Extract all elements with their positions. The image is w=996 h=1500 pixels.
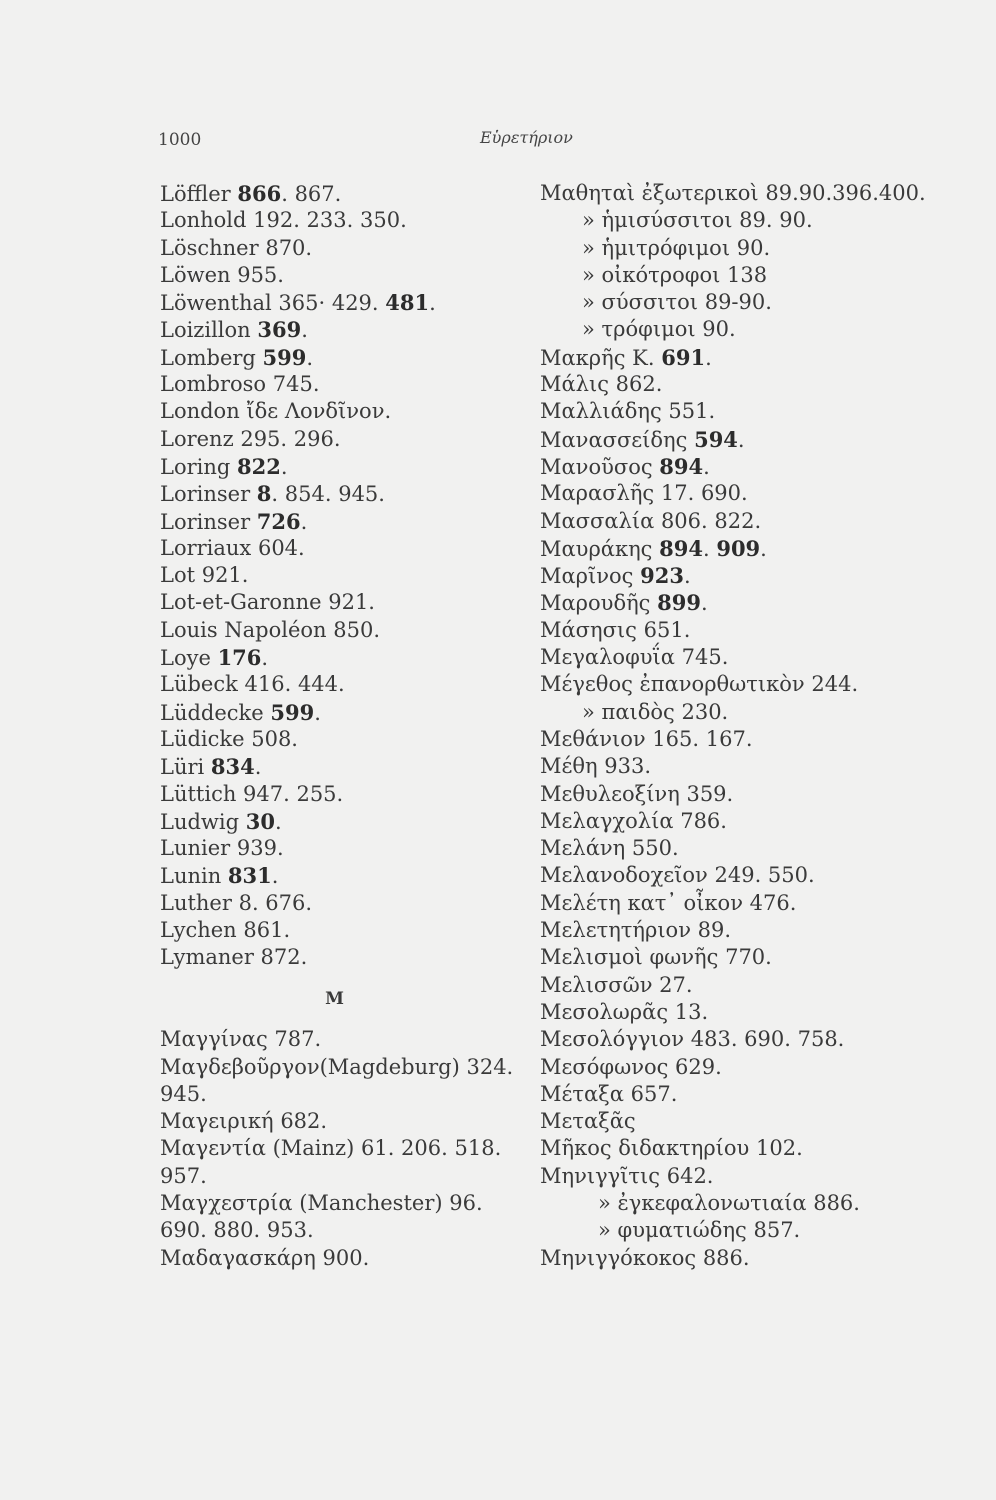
page-ref: 947. 255. (243, 781, 344, 806)
index-term: London (160, 399, 247, 424)
page-ref-main: 909 (716, 535, 761, 561)
page-ref: . (683, 564, 691, 589)
page-ref: 365· 429. (278, 291, 386, 316)
index-entry (160, 289, 530, 316)
index-term: Μαρασλῆς (540, 481, 661, 506)
page-ref: 690. 880. 953. (160, 1218, 314, 1243)
index-term: Μελισμοὶ φωνῆς (540, 945, 726, 970)
page-ref-main: 899 (657, 590, 701, 616)
index-entry (160, 917, 530, 944)
page-ref-main: 894 (659, 535, 703, 561)
index-entry (160, 180, 530, 207)
index-entry (540, 235, 960, 262)
index-term: Μαγγίνας (160, 1027, 275, 1052)
page-number: 1000 (158, 130, 202, 150)
index-term: Lüttich (160, 781, 244, 806)
index-term: Μεσολόγγιον (540, 1027, 691, 1052)
page-ref: . (314, 700, 321, 725)
page-ref: . (700, 591, 708, 616)
index-term: Μελαγχολία (540, 808, 681, 833)
page-ref-main: 594 (694, 426, 738, 452)
index-term: Lüdicke (160, 726, 252, 751)
index-term: Μέταξα (540, 1081, 631, 1106)
index-term: Lorinser (160, 509, 257, 534)
index-term: Μαλλιάδης (540, 399, 669, 424)
page-ref: 508. (251, 726, 298, 751)
index-entry (540, 890, 960, 917)
index-entry (160, 699, 530, 726)
page-ref: 682. (280, 1109, 328, 1134)
page-ref: 27. (659, 972, 693, 997)
index-entry (160, 371, 530, 398)
page-ref-main: 866 (237, 181, 282, 206)
page-ref: 786. (680, 808, 727, 833)
page-ref-main: 599 (270, 699, 315, 725)
index-entry (160, 480, 530, 507)
index-entry (160, 508, 530, 535)
page-ref: 89. 90. (739, 208, 813, 233)
index-term: Lomberg (160, 345, 263, 370)
page-ref: 89. (697, 918, 732, 943)
index-term: Ludwig (160, 809, 246, 834)
page-ref: 96. (449, 1190, 483, 1215)
page-ref-main: 8 (256, 481, 272, 507)
page-ref: 939. (236, 836, 284, 861)
index-entry (540, 316, 960, 343)
index-entry (160, 235, 530, 262)
index-entry (160, 589, 530, 616)
page-ref: 872. (260, 945, 308, 970)
index-term: Loizillon (160, 318, 258, 343)
section-letter-heading: M (325, 988, 345, 1009)
index-term: Μῆκος διδακτηρίου (540, 1136, 756, 1161)
index-term: Μαυράκης (540, 536, 660, 561)
index-term: Μεθάνιον (540, 726, 653, 751)
page-ref: . (306, 345, 314, 370)
page-ref: 921. (201, 563, 249, 588)
page-ref: 550. (631, 836, 679, 861)
page-ref-main: 894 (659, 453, 704, 479)
page-ref: 870. (265, 235, 313, 260)
index-term: Lorriaux (160, 535, 258, 560)
index-term: Lot (160, 563, 202, 588)
page-ref: 886. (813, 1190, 860, 1215)
index-term: » ἐγκεφαλονωτιαία (598, 1190, 814, 1215)
page-ref: 17. 690. (660, 481, 748, 506)
index-term: Μάλις (540, 372, 616, 397)
index-entry (160, 890, 530, 917)
index-term: Μεσόφωνος (540, 1054, 676, 1079)
index-term: Lot-et-Garonne (160, 590, 329, 615)
page-ref: . (274, 809, 282, 834)
page-ref: 102. (755, 1136, 803, 1161)
index-term: » τρόφιμοι (582, 317, 703, 342)
index-entry (540, 1217, 960, 1244)
index-term: Lübeck (160, 672, 245, 697)
index-entry (160, 644, 530, 671)
index-entry (540, 1245, 960, 1272)
index-entry (540, 781, 960, 808)
index-entry (540, 999, 960, 1026)
index-term: Löschner (160, 235, 266, 260)
index-entry (160, 726, 530, 753)
page-ref: . (254, 755, 262, 780)
page-ref: 642. (666, 1163, 714, 1188)
index-term: Lunin (160, 864, 228, 889)
page-ref-main: 691 (661, 344, 706, 370)
index-entry (540, 1163, 960, 1190)
index-entry (540, 398, 960, 425)
page-ref: 933. (604, 754, 652, 779)
page-ref: ἴδε Λονδῖνον. (246, 399, 392, 424)
left-index-column (160, 180, 530, 1272)
page-ref: . (280, 454, 288, 479)
page-ref: 770. (725, 945, 772, 970)
index-entry (160, 617, 530, 644)
page-ref: 249. 550. (714, 863, 815, 888)
page-ref: 483. 690. 758. (690, 1027, 845, 1052)
index-term: Μελισσῶν (540, 972, 660, 997)
index-entry (540, 426, 960, 453)
index-entry (160, 262, 530, 289)
page-ref: 955. (237, 262, 284, 287)
page-ref: . 867. (281, 182, 342, 206)
index-term: Μάσησις (540, 617, 644, 642)
page-ref: 604. (257, 535, 305, 560)
index-entry (540, 371, 960, 398)
index-term: Μηνιγγῖτις (540, 1163, 667, 1188)
index-term: Μηνιγγόκοκος (540, 1245, 703, 1270)
page-ref: 862. (615, 372, 663, 397)
index-entry (160, 535, 530, 562)
index-term: Lorenz (160, 426, 241, 451)
page-ref: 90. (736, 235, 771, 260)
page-ref: 138 (727, 262, 768, 287)
page-ref: 857. (753, 1218, 801, 1243)
page-ref: 230. (681, 699, 729, 724)
page-ref: 651. (643, 617, 691, 642)
index-term: Luther (160, 890, 239, 915)
index-entry (540, 480, 960, 507)
index-entry (540, 671, 960, 698)
index-term: Μακρῆς Κ. (540, 345, 662, 370)
page-ref: 629. (675, 1054, 722, 1079)
page-ref: 324. (466, 1054, 514, 1079)
index-entry (160, 1108, 530, 1135)
index-entry (160, 862, 530, 889)
index-term: Μελετητήριον (540, 918, 698, 943)
page-ref: 90. (702, 317, 736, 342)
index-term: Μαρουδῆς (540, 591, 658, 616)
page-ref: . (737, 427, 745, 452)
index-entry (540, 699, 960, 726)
index-term: Μαγειρική (160, 1109, 281, 1134)
index-entry (160, 453, 530, 480)
page-ref-main: 831 (227, 863, 272, 889)
page-ref: 551. (668, 399, 716, 424)
page-ref: . 854. 945. (271, 482, 385, 507)
index-entry (540, 917, 960, 944)
index-term: Lunier (160, 836, 237, 861)
page-ref: 787. (274, 1027, 322, 1052)
index-entry (160, 944, 530, 971)
page-ref: . (300, 509, 308, 534)
page-ref: 745. (272, 372, 320, 397)
index-entry (540, 1190, 960, 1217)
index-entry (160, 835, 530, 862)
page-ref: 295. 296. (240, 426, 341, 451)
index-term: Μελανοδοχεῖον (540, 863, 715, 888)
index-entry (540, 835, 960, 862)
index-term: Μελάνη (540, 836, 632, 861)
page-ref: . (705, 345, 712, 370)
index-entry (540, 808, 960, 835)
index-entry (540, 726, 960, 753)
index-term: » φυματιώδης (598, 1218, 754, 1243)
index-term: Μεγαλοφυΐα (540, 645, 682, 670)
index-entry (540, 344, 960, 371)
index-entry (160, 671, 530, 698)
page-ref: 806. 822. (660, 508, 762, 533)
index-entry (540, 944, 960, 971)
index-term: Μαρῖνος (540, 564, 641, 589)
index-term: Lorinser (160, 482, 257, 507)
index-entry (160, 1054, 530, 1081)
index-entry (160, 1190, 530, 1217)
page-ref: 244. (811, 672, 859, 697)
index-entry (540, 1081, 960, 1108)
index-entry (160, 753, 530, 780)
index-term: Lychen (160, 918, 244, 943)
index-entry (160, 1135, 530, 1162)
page-ref: 476. (749, 890, 797, 915)
index-entry (160, 344, 530, 371)
page-ref: . (760, 536, 767, 561)
index-term: Louis Napoléon (160, 617, 334, 642)
page-ref: 921. (328, 590, 375, 615)
page-ref: 416. 444. (244, 672, 345, 697)
index-entry (160, 1026, 530, 1053)
index-entry (160, 426, 530, 453)
index-entry (540, 589, 960, 616)
page-ref-main: 923 (640, 563, 684, 589)
page-ref: 957. (160, 1163, 207, 1188)
page-ref: 886. (702, 1245, 750, 1270)
page-ref: 8. 676. (238, 890, 313, 915)
index-term: Μαγχεστρία (Manchester) (160, 1190, 450, 1215)
page-ref: 359. (686, 781, 734, 806)
index-term: Löwenthal (160, 291, 279, 316)
index-term: Lymaner (160, 945, 261, 970)
index-entry (160, 781, 530, 808)
index-term: Μασσαλία (540, 508, 661, 533)
page-ref: 165. 167. (652, 726, 753, 751)
page-ref-main: 176 (217, 645, 262, 671)
index-entry (160, 562, 530, 589)
index-entry (540, 972, 960, 999)
page-ref: 745. (681, 645, 729, 670)
index-entry (540, 1135, 960, 1162)
index-term: Löffler (160, 182, 238, 206)
page-ref: 89-90. (704, 290, 772, 315)
index-entry (160, 808, 530, 835)
index-term: Μελέτη κατ᾽ οἶκον (540, 890, 750, 915)
index-entry (540, 617, 960, 644)
index-entry (540, 289, 960, 316)
index-term: » σύσσιτοι (582, 290, 705, 315)
index-entry (160, 1081, 530, 1108)
index-term: Μανασσείδης (540, 427, 695, 452)
index-term: Löwen (160, 262, 238, 287)
index-term: Lombroso (160, 372, 273, 397)
index-term: Lüri (160, 755, 211, 780)
index-entry (160, 398, 530, 425)
index-entry (160, 1245, 530, 1272)
index-term: Μαγεντία (Mainz) (160, 1136, 361, 1161)
page-ref: 900. (322, 1245, 370, 1270)
page-ref-main: 30 (245, 808, 275, 834)
index-term: Loring (160, 454, 237, 479)
index-term: Μανοῦσος (540, 454, 660, 479)
index-term: Μέθη (540, 754, 605, 779)
page-ref: . (702, 536, 717, 561)
page-ref: . (271, 864, 279, 889)
page-ref: 657. (630, 1081, 678, 1106)
index-entry (540, 1026, 960, 1053)
index-term: » ἡμιτρόφιμοι (582, 235, 737, 260)
page-ref: 192. 233. 350. (253, 208, 407, 233)
running-title: Εὑρετήριον (480, 128, 573, 147)
page-ref: 89.90.396.400. (765, 181, 926, 205)
index-entry (540, 1054, 960, 1081)
right-index-column (540, 180, 960, 1272)
page-ref: . (261, 646, 269, 671)
page-ref-main: 481 (385, 290, 430, 316)
index-term: Μεσολωρᾶς (540, 999, 675, 1024)
index-entry (160, 207, 530, 234)
index-term: Μεταξᾶς (540, 1109, 636, 1134)
index-entry (160, 1163, 530, 1190)
page-ref-main: 834 (210, 754, 255, 780)
index-entry (540, 1108, 960, 1135)
index-entry (540, 562, 960, 589)
index-term: Lonhold (160, 208, 254, 233)
index-term: Lüddecke (160, 700, 271, 725)
page-ref: 61. 206. 518. (360, 1136, 502, 1161)
index-term: Μέγεθος ἐπανορθωτικὸν (540, 672, 812, 697)
index-entry (540, 180, 960, 207)
index-entry (540, 262, 960, 289)
page-ref: 861. (243, 918, 291, 943)
page-ref: 13. (674, 999, 709, 1024)
page-ref: . (301, 318, 308, 343)
page-ref-main: 599 (262, 344, 307, 370)
index-entry (540, 644, 960, 671)
index-term: Loye (160, 646, 218, 671)
index-entry (540, 535, 960, 562)
index-entry (540, 862, 960, 889)
page-ref-main: 822 (237, 453, 281, 479)
page-ref: . (429, 291, 436, 316)
index-entry (160, 316, 530, 343)
index-term: » παιδὸς (582, 699, 682, 724)
page-ref: 850. (333, 617, 381, 642)
index-term: Μαθηταὶ ἐξωτερικοὶ (540, 181, 766, 205)
index-term: » ἡμισύσσιτοι (582, 208, 740, 233)
page-ref: 945. (160, 1081, 207, 1106)
index-entry (540, 207, 960, 234)
page-ref: . (703, 454, 710, 479)
index-term: Μεθυλεοξίνη (540, 781, 687, 806)
index-entry (160, 1217, 530, 1244)
index-entry (540, 453, 960, 480)
index-term: » οἰκότροφοι (582, 262, 728, 287)
page-ref-main: 726 (256, 508, 301, 534)
index-term: Μαγδεβοῦργον(Magdeburg) (160, 1054, 467, 1079)
page-ref-main: 369 (257, 317, 302, 343)
index-entry (540, 753, 960, 780)
index-term: Μαδαγασκάρη (160, 1245, 323, 1270)
index-entry (540, 508, 960, 535)
